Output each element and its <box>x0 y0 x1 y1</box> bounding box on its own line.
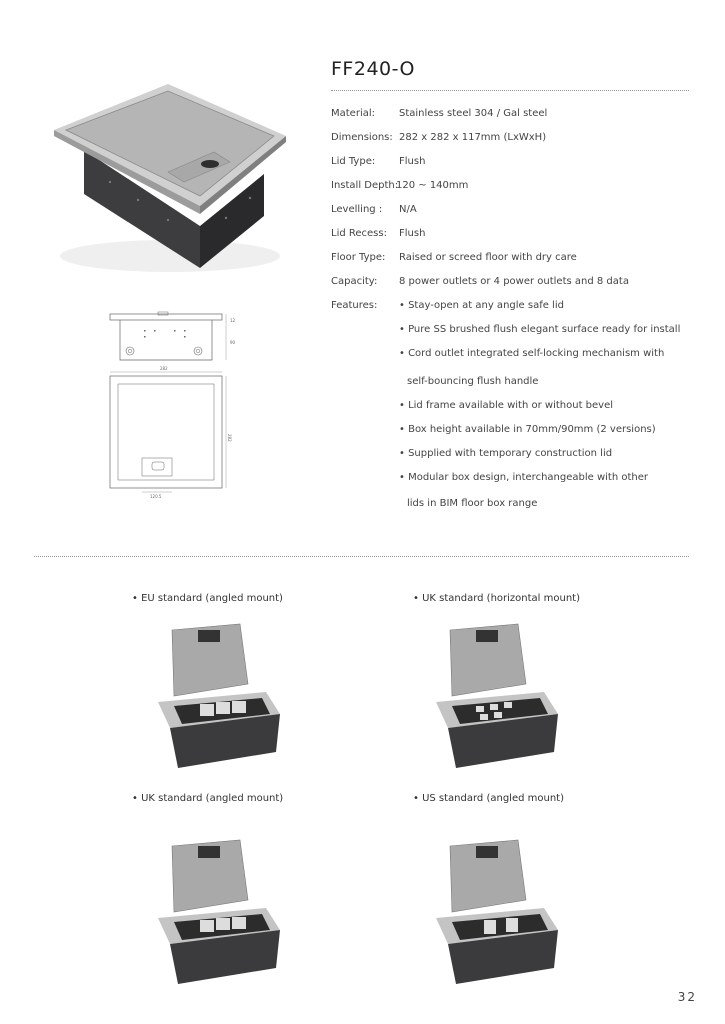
feature-item-continued: self-bouncing flush handle <box>407 376 539 387</box>
spec-value-capacity: 8 power outlets or 4 power outlets and 8 data <box>399 276 629 287</box>
drawing-dim-width: 282 <box>160 366 168 371</box>
technical-drawing <box>100 308 250 498</box>
feature-item: • Modular box design, interchangeable with other <box>399 472 648 483</box>
page-number: 32 <box>677 990 697 1004</box>
drawing-dim-depth: 282 <box>227 434 232 442</box>
variant-label-us-angled: • US standard (angled mount) <box>413 793 564 804</box>
spec-label-floor-type: Floor Type: <box>331 252 386 263</box>
spec-value-dimensions: 282 x 282 x 117mm (LxWxH) <box>399 132 547 143</box>
spec-label-levelling: Levelling : <box>331 204 383 215</box>
spec-label-material: Material: <box>331 108 375 119</box>
spec-label-install-depth: Install Depth: <box>331 180 399 191</box>
feature-item: • Stay-open at any angle safe lid <box>399 300 564 311</box>
feature-item: • Supplied with temporary construction lid <box>399 448 613 459</box>
spec-label-capacity: Capacity: <box>331 276 378 287</box>
variant-image-us-angled <box>432 838 562 988</box>
drawing-dim-outlet: 120.5 <box>150 494 162 498</box>
feature-item: • Cord outlet integrated self-locking mechanism with <box>399 348 665 359</box>
variant-label-uk-horizontal: • UK standard (horizontal mount) <box>413 593 580 604</box>
spec-value-floor-type: Raised or screed floor with dry care <box>399 252 577 263</box>
section-divider <box>34 556 689 557</box>
spec-label-lid-recess: Lid Recess: <box>331 228 387 239</box>
variant-label-uk-angled: • UK standard (angled mount) <box>132 793 284 804</box>
variant-label-eu-angled: • EU standard (angled mount) <box>132 593 283 604</box>
product-title: FF240-O <box>331 58 415 80</box>
feature-item: • Pure SS brushed flush elegant surface ready for install <box>399 324 681 335</box>
drawing-dim-height: 90 <box>230 340 236 345</box>
variant-image-eu-angled <box>154 622 284 772</box>
spec-value-material: Stainless steel 304 / Gal steel <box>399 108 548 119</box>
variant-image-uk-horizontal <box>432 622 562 772</box>
spec-value-lid-recess: Flush <box>399 228 426 239</box>
spec-value-levelling: N/A <box>399 204 417 215</box>
feature-item: • Lid frame available with or without bevel <box>399 400 614 411</box>
title-divider <box>331 90 689 91</box>
feature-item-continued: lids in BIM floor box range <box>407 498 538 509</box>
drawing-dim-small: 12 <box>230 318 236 323</box>
feature-item: • Box height available in 70mm/90mm (2 versions) <box>399 424 656 435</box>
spec-label-dimensions: Dimensions: <box>331 132 393 143</box>
spec-value-lid-type: Flush <box>399 156 426 167</box>
variant-image-uk-angled <box>154 838 284 988</box>
spec-value-install-depth: 120 ~ 140mm <box>396 180 469 191</box>
features-label: Features: <box>331 300 378 311</box>
product-image <box>50 78 290 278</box>
spec-label-lid-type: Lid Type: <box>331 156 376 167</box>
